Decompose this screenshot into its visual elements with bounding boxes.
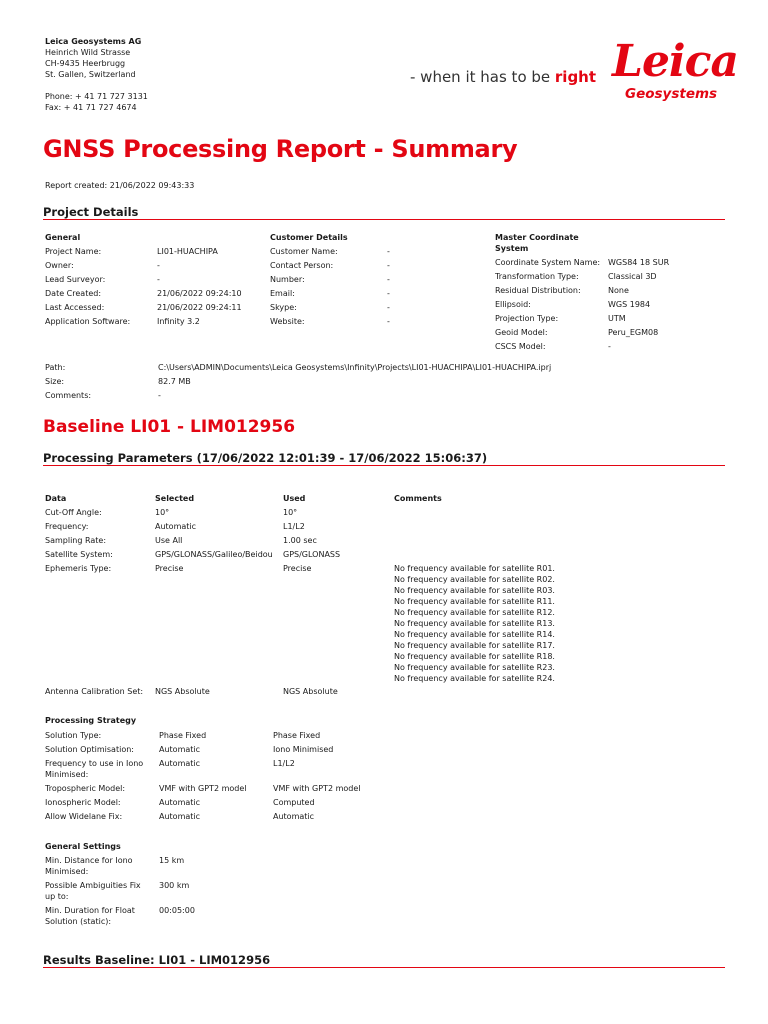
strategy-label: Allow Widelane Fix: bbox=[45, 812, 123, 821]
general-value: 21/06/2022 09:24:10 bbox=[157, 289, 242, 298]
company-street: Heinrich Wild Strasse bbox=[45, 48, 131, 57]
strategy-label: Frequency to use in Iono Minimised: bbox=[45, 759, 144, 779]
col-used-header: Used bbox=[283, 494, 306, 503]
param-used: 10° bbox=[283, 508, 298, 517]
customer-value: - bbox=[387, 261, 390, 270]
strategy-selected: Automatic bbox=[159, 745, 201, 754]
comment-line: No frequency available for satellite R24. bbox=[394, 674, 555, 683]
baseline-title: Baseline LI01 - LIM012956 bbox=[43, 417, 296, 437]
master-label: Transformation Type: bbox=[495, 272, 579, 281]
customer-value: - bbox=[387, 275, 390, 284]
customer-value: - bbox=[387, 289, 390, 298]
param-name: Sampling Rate: bbox=[45, 536, 107, 545]
extra-value: 82.7 MB bbox=[158, 377, 191, 386]
customer-value: - bbox=[387, 247, 390, 256]
master-value: WGS84 18 SUR bbox=[608, 258, 670, 267]
page-title: GNSS Processing Report - Summary bbox=[43, 135, 518, 163]
results-heading: Results Baseline: LI01 - LIM012956 bbox=[43, 953, 271, 967]
strategy-selected: Automatic bbox=[159, 812, 201, 821]
company-region: St. Gallen, Switzerland bbox=[45, 70, 136, 79]
strategy-label: Ionospheric Model: bbox=[45, 798, 121, 807]
extra-label: Size: bbox=[45, 377, 65, 386]
logo-subtitle: Geosystems bbox=[625, 86, 718, 102]
tagline bbox=[410, 68, 596, 86]
comment-line: No frequency available for satellite R18. bbox=[394, 652, 555, 661]
strategy-used: Phase Fixed bbox=[273, 731, 321, 740]
customer-label: Number: bbox=[270, 275, 305, 284]
master-value: None bbox=[608, 286, 629, 295]
strategy-selected: Automatic bbox=[159, 798, 201, 807]
section-divider bbox=[43, 465, 725, 466]
master-label: Ellipsoid: bbox=[495, 300, 531, 309]
strategy-used: L1/L2 bbox=[273, 759, 295, 768]
master-value: WGS 1984 bbox=[608, 300, 651, 309]
param-name: Ephemeris Type: bbox=[45, 564, 112, 573]
param-selected: 10° bbox=[155, 508, 170, 517]
master-value: UTM bbox=[608, 314, 626, 323]
general-value: Infinity 3.2 bbox=[157, 317, 200, 326]
section-divider bbox=[43, 967, 725, 968]
customer-value: - bbox=[387, 303, 390, 312]
master-label: Residual Distribution: bbox=[495, 286, 581, 295]
extra-label: Comments: bbox=[45, 391, 92, 400]
param-used: L1/L2 bbox=[283, 522, 305, 531]
customer-heading: Customer Details bbox=[270, 233, 348, 242]
strategy-used: VMF with GPT2 model bbox=[273, 784, 361, 793]
setting-value: 15 km bbox=[159, 856, 185, 865]
param-used: GPS/GLONASS bbox=[283, 550, 341, 559]
tagline-prefix: - when it has to be bbox=[410, 68, 555, 86]
master-label: Geoid Model: bbox=[495, 328, 548, 337]
param-selected: Use All bbox=[155, 536, 183, 545]
col-data-header: Data bbox=[45, 494, 67, 503]
comment-line: No frequency available for satellite R13. bbox=[394, 619, 555, 628]
strategy-selected: Automatic bbox=[159, 759, 201, 768]
general-value: 21/06/2022 09:24:11 bbox=[157, 303, 242, 312]
comment-line: No frequency available for satellite R02. bbox=[394, 575, 555, 584]
col-comments-header: Comments bbox=[394, 494, 442, 503]
param-used: Precise bbox=[283, 564, 312, 573]
general-label: Project Name: bbox=[45, 247, 102, 256]
comment-line: No frequency available for satellite R11. bbox=[394, 597, 555, 606]
company-fax: Fax: + 41 71 727 4674 bbox=[45, 103, 137, 112]
section-divider bbox=[43, 219, 725, 220]
extra-value: C:\Users\ADMIN\Documents\Leica Geosystems\Infinity\Projects\LI01-HUACHIPA\LI01-HUACHIPA.iprj bbox=[158, 363, 552, 372]
strategy-used: Automatic bbox=[273, 812, 315, 821]
tagline-emphasis: right bbox=[554, 68, 597, 86]
company-city: CH-9435 Heerbrugg bbox=[45, 59, 126, 68]
company-name: Leica Geosystems AG bbox=[45, 37, 142, 46]
master-heading: Master Coordinate System bbox=[495, 233, 579, 253]
strategy-label: Solution Optimisation: bbox=[45, 745, 134, 754]
comment-line: No frequency available for satellite R23. bbox=[394, 663, 555, 672]
param-selected: Automatic bbox=[155, 522, 197, 531]
comment-line: No frequency available for satellite R17. bbox=[394, 641, 555, 650]
param-name: Satellite System: bbox=[45, 550, 113, 559]
customer-label: Skype: bbox=[270, 303, 297, 312]
comment-line: No frequency available for satellite R01. bbox=[394, 564, 555, 573]
general-value: - bbox=[157, 275, 160, 284]
extra-value: - bbox=[158, 391, 161, 400]
company-phone: Phone: + 41 71 727 3131 bbox=[45, 92, 148, 101]
comment-line: No frequency available for satellite R03. bbox=[394, 586, 555, 595]
param-name: Frequency: bbox=[45, 522, 89, 531]
master-label: Coordinate System Name: bbox=[495, 258, 601, 267]
leica-logo bbox=[612, 36, 738, 102]
extra-label: Path: bbox=[45, 363, 66, 372]
general-label: Lead Surveyor: bbox=[45, 275, 106, 284]
general-label: Date Created: bbox=[45, 289, 102, 298]
param-selected: NGS Absolute bbox=[155, 687, 210, 696]
setting-label: Min. Duration for Float Solution (static): bbox=[45, 906, 135, 926]
param-name: Antenna Calibration Set: bbox=[45, 687, 144, 696]
strategy-used: Iono Minimised bbox=[273, 745, 334, 754]
general-label: Application Software: bbox=[45, 317, 131, 326]
setting-value: 00:05:00 bbox=[159, 906, 195, 915]
param-name: Cut-Off Angle: bbox=[45, 508, 102, 517]
master-label: CSCS Model: bbox=[495, 342, 546, 351]
param-selected: Precise bbox=[155, 564, 184, 573]
general-heading: General bbox=[45, 233, 81, 242]
customer-label: Email: bbox=[270, 289, 295, 298]
master-value: Classical 3D bbox=[608, 272, 657, 281]
customer-value: - bbox=[387, 317, 390, 326]
general-value: - bbox=[157, 261, 160, 270]
company-address bbox=[45, 36, 148, 113]
general-label: Last Accessed: bbox=[45, 303, 105, 312]
setting-label: Min. Distance for Iono Minimised: bbox=[45, 856, 133, 876]
customer-label: Website: bbox=[270, 317, 305, 326]
processing-parameters-heading: Processing Parameters (17/06/2022 12:01:39 - 17/06/2022 15:06:37) bbox=[43, 451, 488, 465]
general-value: LI01-HUACHIPA bbox=[157, 247, 218, 256]
customer-label: Contact Person: bbox=[270, 261, 334, 270]
report-created: Report created: 21/06/2022 09:43:33 bbox=[45, 181, 195, 190]
project-details-heading: Project Details bbox=[43, 205, 139, 219]
setting-value: 300 km bbox=[159, 881, 190, 890]
master-value: - bbox=[608, 342, 611, 351]
strategy-selected: Phase Fixed bbox=[159, 731, 207, 740]
general-label: Owner: bbox=[45, 261, 74, 270]
master-value: Peru_EGM08 bbox=[608, 328, 659, 337]
master-label: Projection Type: bbox=[495, 314, 559, 323]
strategy-used: Computed bbox=[273, 798, 315, 807]
strategy-label: Tropospheric Model: bbox=[45, 784, 126, 793]
param-selected: GPS/GLONASS/Galileo/Beidou bbox=[155, 550, 273, 559]
comment-line: No frequency available for satellite R14. bbox=[394, 630, 555, 639]
strategy-label: Solution Type: bbox=[45, 731, 102, 740]
strategy-selected: VMF with GPT2 model bbox=[159, 784, 247, 793]
logo-brand: Leica bbox=[612, 36, 738, 87]
setting-label: Possible Ambiguities Fix up to: bbox=[45, 881, 141, 901]
customer-label: Customer Name: bbox=[270, 247, 338, 256]
settings-heading: General Settings bbox=[45, 842, 121, 851]
param-used: 1.00 sec bbox=[283, 536, 317, 545]
col-selected-header: Selected bbox=[155, 494, 195, 503]
strategy-heading: Processing Strategy bbox=[45, 716, 137, 725]
comment-line: No frequency available for satellite R12. bbox=[394, 608, 555, 617]
param-used: NGS Absolute bbox=[283, 687, 338, 696]
